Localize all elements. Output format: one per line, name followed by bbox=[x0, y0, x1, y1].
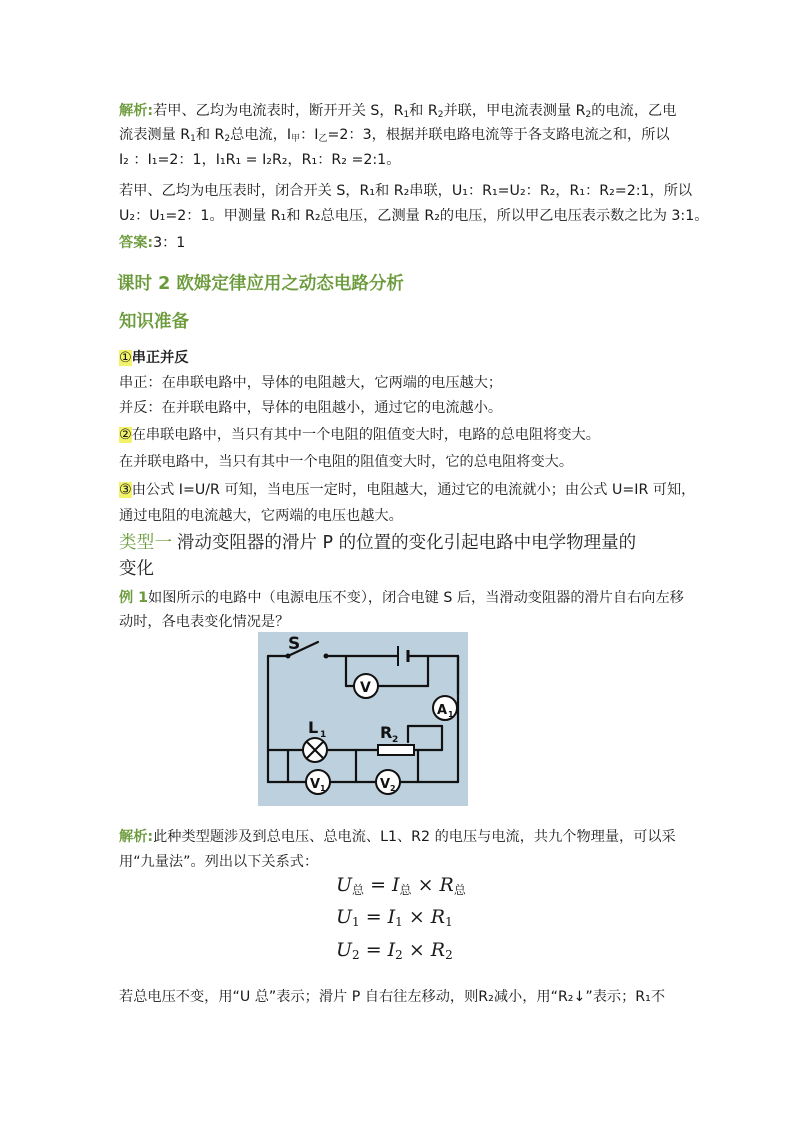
knowledge-text-2: 并反：在并联电路中，导体的电阻越小，通过它的电流越小。 bbox=[119, 400, 503, 416]
analysis1-line4: 若甲、乙均为电压表时，闭合开关 S，R₁和 R₂串联，U₁：R₁=U₂：R₂，R₁：R₂=2:1，所以 bbox=[119, 183, 693, 199]
answer-value: 3：1 bbox=[153, 235, 186, 251]
type1-heading-cont: 变化 bbox=[119, 559, 154, 579]
svg-text:2: 2 bbox=[392, 735, 399, 745]
example-label: 例 1 bbox=[119, 590, 148, 606]
switch-label: S bbox=[288, 634, 301, 654]
resistor-label: R bbox=[380, 723, 393, 742]
answer-line bbox=[119, 232, 679, 254]
number-badge-2: ② bbox=[119, 427, 132, 443]
svg-text:1: 1 bbox=[320, 784, 326, 793]
v1-label: V bbox=[310, 777, 321, 792]
ammeter-label: A bbox=[437, 703, 448, 718]
knowledge-heading: ①串正并反 bbox=[119, 350, 189, 366]
analysis2-line2: 用“九量法”。列出以下关系式： bbox=[119, 854, 319, 870]
voltmeter-label: V bbox=[360, 680, 371, 696]
number-badge-1: ① bbox=[119, 350, 132, 366]
svg-text:1: 1 bbox=[320, 730, 327, 740]
knowledge-text-3: ②在串联电路中，当只有其中一个电阻的阻值变大时，电路的总电阻将变大。 bbox=[119, 427, 600, 443]
knowledge-text-6: 通过电阻的电流越大，它两端的电压也越大。 bbox=[119, 508, 403, 524]
switch-contact-2 bbox=[324, 654, 329, 659]
answer-label: 答案: bbox=[119, 235, 154, 251]
analysis1-line5: U₂：U₁=2：1。甲测量 R₁和 R₂总电压，乙测量 R₂的电压，所以甲乙电压表示数之比为 3:1。 bbox=[119, 208, 709, 224]
section-title: 知识准备 bbox=[119, 312, 189, 332]
knowledge-text-4: 在并联电路中，当只有其中一个电阻的阻值变大时，它的总电阻将变大。 bbox=[119, 454, 574, 470]
circuit-diagram bbox=[258, 632, 468, 806]
analysis1-line3: I₂ ：I₁=2：1，I₁R₁ = I₂R₂，R₁：R₂ =2:1。 bbox=[119, 152, 401, 168]
type1-heading: 类型一 滑动变阻器的滑片 P 的位置的变化引起电路中电学物理量的 bbox=[119, 533, 637, 553]
example1-line2: 动时，各电表变化情况是？ bbox=[119, 614, 290, 630]
formula-1: U1 = I1 × R1 bbox=[336, 906, 453, 929]
lesson-title: 课时 2 欧姆定律应用之动态电路分析 bbox=[117, 274, 404, 294]
svg-text:2: 2 bbox=[390, 784, 396, 793]
example1-line1: 例 1如图所示的电路中（电源电压不变），闭合电键 S 后，当滑动变阻器的滑片自右向左移 bbox=[119, 590, 684, 606]
lamp-label: L bbox=[308, 718, 319, 737]
analysis2-line1: 解析:此种类型题涉及到总电压、总电流、L1、R2 的电压与电流，共九个物理量，可以采 bbox=[119, 829, 676, 845]
formula-total: U总 = I总 × R总 bbox=[336, 874, 466, 897]
v2-label: V bbox=[380, 777, 391, 792]
analysis-label: 解析: bbox=[119, 103, 154, 119]
switch-contact bbox=[286, 654, 291, 659]
svg-text:1: 1 bbox=[448, 710, 454, 719]
analysis2-label: 解析: bbox=[119, 829, 154, 845]
knowledge-text-1: 串正：在串联电路中，导体的电阻越大，它两端的电压越大； bbox=[119, 375, 503, 391]
analysis1-line1: 解析:若甲、乙均为电流表时，断开开关 S，$R_1$和 $R_2$并联，甲电流表测量 $R_2$的电流，乙电 bbox=[119, 103, 677, 120]
formula-2: U2 = I2 × R2 bbox=[336, 939, 453, 962]
knowledge-text-5: ③由公式 I=U/R 可知，当电压一定时，电阻越大，通过它的电流就小；由公式 U=IR 可知， bbox=[119, 482, 696, 498]
analysis2-last-line: 若总电压不变，用“U 总”表示；滑片 P 自右往左移动，则R₂减小，用“R₂↓”表示；R₁不 bbox=[119, 989, 666, 1005]
type1-label: 类型一 bbox=[119, 533, 173, 553]
resistor-symbol bbox=[378, 745, 414, 755]
number-badge-3: ③ bbox=[119, 482, 132, 498]
analysis1-line2: 流表测量 $R_1$和 $R_2$总电流，$I_甲$：$I_乙=2$：3，根据并联电路电流等于各支路电流之和，所以 bbox=[119, 127, 670, 144]
